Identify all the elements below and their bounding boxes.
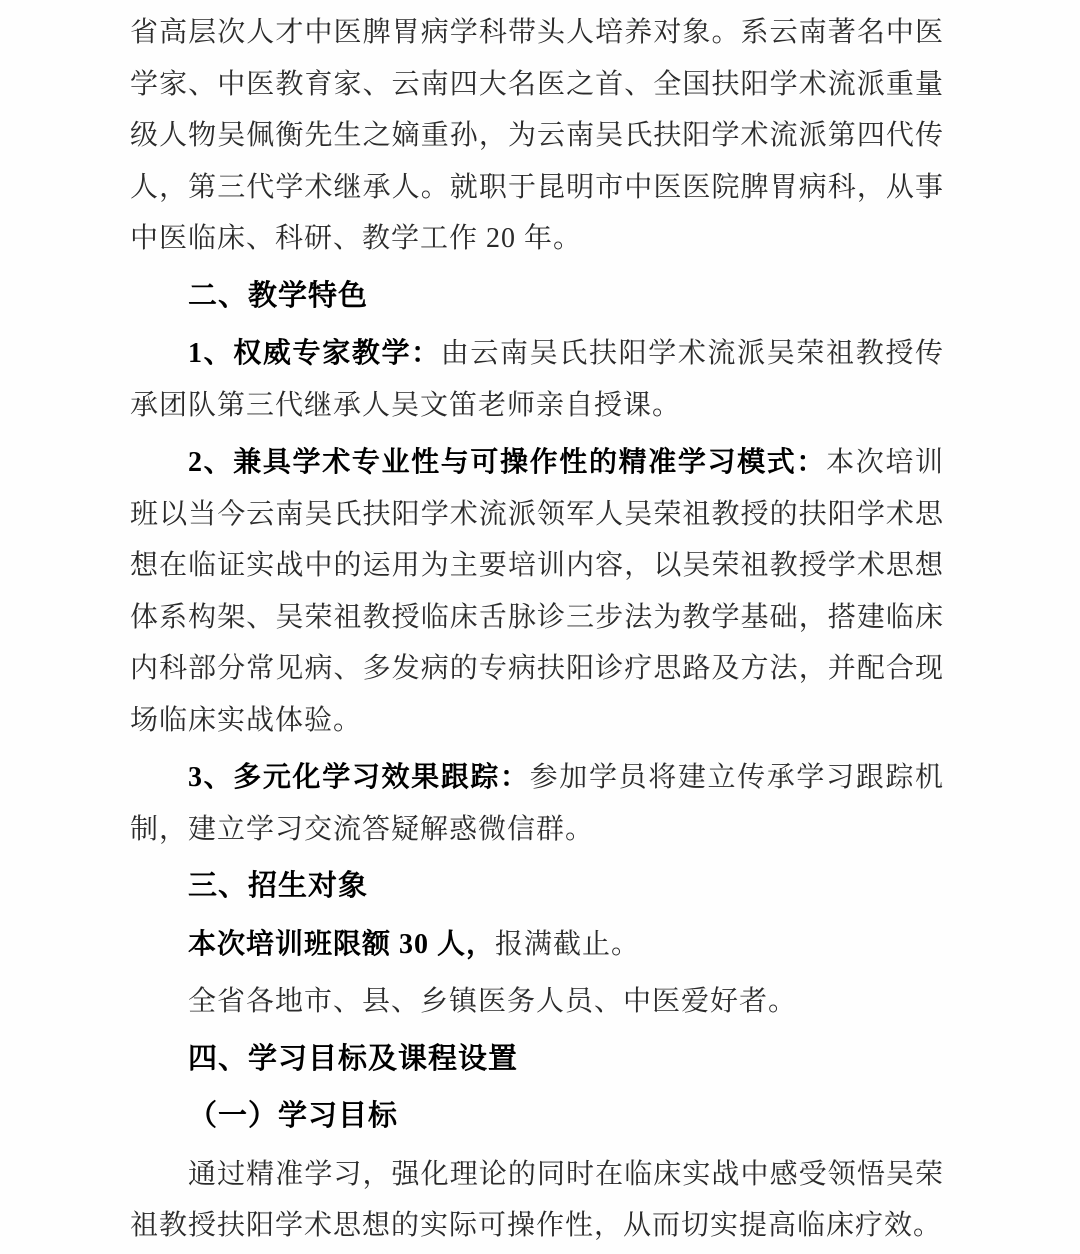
document-body (130, 7, 944, 1252)
heading-enrollment-targets (130, 861, 944, 913)
intro-continued-paragraph-run-0: 省高层次人才中医脾胃病学科带头人培养对象。系云南著名中医学家、中医教育家、云南四大名医之首、全国扶阳学术流派重量级人物吴佩衡先生之嫡重孙，为云南吴氏扶阳学术流派第四代传人，第三代学术继承人。就职于昆明市中医医院脾胃病科，从事中医临床、科研、教学工作 20 年。 (130, 17, 944, 254)
enrollment-quota-paragraph-run-0: 本次培训班限额 30 人， (188, 928, 496, 960)
feature-3-paragraph (130, 752, 944, 855)
learning-goal-paragraph (130, 1149, 944, 1252)
enrollment-quota-paragraph (130, 919, 944, 971)
heading-learning-goal (130, 1091, 944, 1143)
heading-goals-and-curriculum (130, 1034, 944, 1086)
feature-1-paragraph (130, 328, 944, 431)
feature-2-paragraph-run-1: 本次培训班以当今云南吴氏扶阳学术流派领军人吴荣祖教授的扶阳学术思想在临证实战中的运用为主要培训内容，以吴荣祖教授学术思想体系构架、吴荣祖教授临床舌脉诊三步法为教学基础，搭建临床内科部分常见病、多发病的专病扶阳诊疗思路及方法，并配合现场临床实战体验。 (130, 447, 944, 736)
feature-1-paragraph-run-1: 由云南吴氏扶阳学术流派吴荣祖教授传承团队第三代继承人吴文笛老师亲自授课。 (130, 338, 944, 421)
intro-continued-paragraph (130, 7, 944, 265)
feature-3-paragraph-run-1: 参加学员将建立传承学习跟踪机制，建立学习交流答疑解惑微信群。 (130, 762, 944, 845)
heading-enrollment-targets-run-0: 三、招生对象 (188, 870, 369, 902)
feature-2-paragraph-run-0: 2、兼具学术专业性与可操作性的精准学习模式： (188, 447, 827, 478)
feature-2-paragraph (130, 437, 944, 746)
heading-teaching-features-run-0: 二、教学特色 (188, 279, 369, 312)
heading-goals-and-curriculum-run-0: 四、学习目标及课程设置 (188, 1042, 519, 1075)
feature-1-paragraph-run-0: 1、权威专家教学： (188, 338, 441, 369)
feature-3-paragraph-run-0: 3、多元化学习效果跟踪： (188, 762, 530, 793)
enrollment-scope-paragraph-run-0: 全省各地市、县、乡镇医务人员、中医爱好者。 (188, 986, 798, 1017)
learning-goal-paragraph-run-0: 通过精准学习，强化理论的同时在临床实战中感受领悟吴荣祖教授扶阳学术思想的实际可操作性，从而切实提高临床疗效。 (130, 1158, 944, 1241)
heading-learning-goal-run-0: （一）学习目标 (188, 1100, 399, 1132)
enrollment-scope-paragraph (130, 976, 944, 1028)
heading-teaching-features (130, 271, 944, 323)
enrollment-quota-paragraph-run-1: 报满截止。 (495, 928, 641, 960)
